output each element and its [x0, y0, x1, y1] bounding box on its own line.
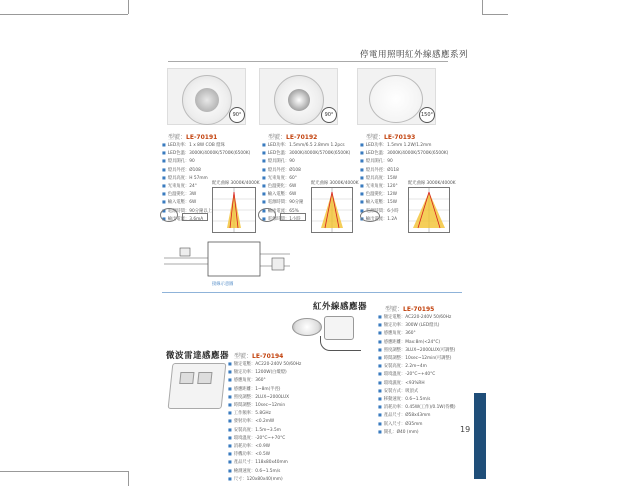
ir-spec-list: [378, 313, 456, 436]
spec-item: ■ 尺寸：120x80x40(mm): [228, 475, 301, 483]
sensor-terminal: [197, 372, 212, 384]
spec-item: ■ 安裝方式：吸頂式: [378, 387, 456, 395]
spec-item: ■ 電源時間：1小時: [262, 215, 350, 223]
spec-item: ■ 額定電壓：AC220-240V 50/60Hz: [228, 360, 301, 368]
spec-item: ■ 待機功率：<0.5W: [228, 450, 301, 458]
page-number: 19: [460, 425, 471, 434]
spec-item: ■ LED功率：1.5mm/6.5 2.8mm 1.2pcs: [262, 141, 350, 149]
microwave-spec-list: [228, 360, 301, 483]
spec-item: ■ 額定功率：1200W(白熾燈): [228, 368, 301, 376]
section-divider: [162, 292, 462, 293]
downlight-image: [182, 75, 232, 125]
spec-item: ■ LED功率：1 x 8W COB 燈珠: [162, 141, 250, 149]
spec-item: ■ LED色溫：3000K/4000K/5700K(6500K): [262, 149, 350, 157]
spec-item: ■ 光束角度：120°: [360, 182, 448, 190]
spec-item: ■ LED色溫：3000K/4000K/5700K(6500K): [360, 149, 448, 157]
model-code: LE-70193: [384, 134, 416, 141]
spec-item: ■ 電源時間：90分鐘以上: [162, 207, 250, 215]
light-distribution-chart-3: [408, 187, 450, 233]
spec-item: ■ LED功率：1.5mm 1.2W/1.2mm: [360, 141, 448, 149]
spec-item: ■ 發射功率：<0.2mW: [228, 417, 301, 425]
title-rule: [168, 61, 448, 62]
spec-item: ■ 環境濕度：<93%RH: [378, 379, 456, 387]
spec-item: ■ 燈具外徑：Ø118: [360, 166, 448, 174]
crop-mark: [128, 471, 129, 486]
chart-title-1: 配光曲線 3000K/4000K: [212, 181, 260, 186]
sensor-cable: [320, 336, 361, 351]
spec-item: ■ 感應角度：360°: [228, 376, 301, 384]
light-distribution-chart-2: [311, 187, 353, 233]
spec-item: ■ 時間調整：10sec~12min(可調整): [378, 354, 456, 362]
crop-mark: [482, 14, 508, 15]
spec-item: ■ 電源時間：90分鐘: [262, 198, 350, 206]
page-title: 停電用照明紅外線感應系列: [360, 50, 469, 60]
spec-item: ■ 工作頻率：5.8GHz: [228, 409, 301, 417]
ir-sensor-photo: [290, 312, 365, 354]
spec-item: ■ 消耗功率：<0.9W: [228, 442, 301, 450]
spec-item: ■ 消耗功率：0.45W(工作)/0.1W(待機): [378, 403, 456, 411]
spec-item: ■ 輸出電流：1.2A: [360, 215, 448, 223]
spec-item: ■ 光束角度：24°: [162, 182, 250, 190]
model-heading-3: 型號：LE-70193: [366, 134, 416, 141]
spec-item: ■ 產品尺寸：Ø58x43mm: [378, 411, 456, 419]
downlight-image: [274, 75, 324, 125]
model-code: LE-70192: [286, 134, 318, 141]
crop-mark: [0, 14, 128, 15]
spec-item: ■ 照度調整：2LUX~2000LUX: [228, 393, 301, 401]
microwave-model-heading: 型號：LE-70194: [234, 353, 284, 360]
model-code: LE-70194: [252, 353, 284, 360]
product-photo-3: [357, 68, 436, 125]
wiring-caption: 接線示意圖: [212, 282, 234, 287]
cutout-diagram: [360, 210, 380, 222]
spec-item: ■ 環境溫度：-20°C~+70°C: [228, 434, 301, 442]
angle-badge: 90°: [229, 107, 245, 123]
spec-item: ■ 檢測速度：0.6~1.5m/s: [228, 467, 301, 475]
chart-title-2: 配光曲線 3000K/4000K: [311, 181, 359, 186]
spec-item: ■ 燈具高度：15W: [360, 174, 448, 182]
light-distribution-chart-1: [212, 187, 256, 233]
panel-light-image: [369, 75, 423, 123]
spec-item: ■ 感應距離：Max:8m(<24°C): [378, 338, 456, 346]
model-code: LE-70191: [186, 134, 218, 141]
page-edge-tab: [474, 393, 486, 479]
spec-item: ■ 輸入電壓：6W: [162, 198, 250, 206]
spec-item: ■ 光束角度：60°: [262, 174, 350, 182]
spec-item: ■ 安裝高度：1.5m~3.5m: [228, 426, 301, 434]
spec-item: ■ 照度調整：3LUX~2000LUX(可調整): [378, 346, 456, 354]
spec-item: ■ 色溫變化：3W: [162, 190, 250, 198]
spec-item: ■ 燈具高度：H 57mm: [162, 174, 250, 182]
crop-mark: [128, 0, 129, 14]
spec-item: ■ 時間調整：10sec~12min: [228, 401, 301, 409]
microwave-sensor-photo: [168, 363, 227, 409]
spec-item: ■ 感應角度：360°: [378, 329, 456, 337]
spec-item: ■ 移動速度：0.6~1.5m/s: [378, 395, 456, 403]
model-heading-1: 型號：LE-70191: [168, 134, 218, 141]
spec-item: ■ 燈具外徑：Ø108: [162, 166, 250, 174]
sensor-terminal: [179, 372, 194, 384]
spec-item: ■ 電源時間：6小時: [360, 207, 448, 215]
spec-item: ■ 額定功率：300W (LED燈具): [378, 321, 456, 329]
spec-item: ■ 輸出電流：65%: [262, 207, 350, 215]
spec-item: ■ 燈具外徑：Ø108: [262, 166, 350, 174]
spec-item: ■ 輸出電流：3.6mA: [162, 215, 250, 223]
spec-item: ■ 額定電壓：AC220-240V 50/60Hz: [378, 313, 456, 321]
microwave-sensor-title: 微波雷達感應器: [166, 351, 230, 361]
spec-item: ■ 色溫變化：12W: [360, 190, 448, 198]
ir-model-heading: 型號：LE-70195: [385, 306, 435, 313]
angle-badge: 90°: [321, 107, 337, 123]
dimension-diagram: [182, 213, 208, 221]
spec-item: ■ LED色溫：3000K/4000K/5700K(6500K): [162, 149, 250, 157]
angle-badge: 150°: [419, 107, 435, 123]
dimension-diagram: [280, 213, 306, 221]
sensor-dome: [292, 318, 322, 336]
spec-item: ■ 燈具開孔：90: [162, 157, 250, 165]
spec-item: ■ 燈具開孔：90: [360, 157, 448, 165]
chart-title-3: 配光曲線 3000K/4000K: [408, 181, 456, 186]
spec-item: ■ 感應距離：1~8m(半徑): [228, 385, 301, 393]
cutout-diagram: [258, 208, 276, 222]
spec-item: ■ 開孔：Ø40 (mm): [378, 428, 456, 436]
spec-item: ■ 環境溫度：-20°C~+40°C: [378, 370, 456, 378]
crop-mark: [0, 471, 128, 472]
product-photo-1: [167, 68, 246, 125]
spec-item: ■ 輸入電壓：6W: [262, 190, 350, 198]
cutout-diagram: [160, 208, 178, 222]
spec-item: ■ 燈具開孔：90: [262, 157, 350, 165]
product-photo-2: [259, 68, 338, 125]
crop-mark: [482, 0, 483, 14]
model-code: LE-70195: [403, 306, 435, 313]
spec-item: ■ 輸入電壓：15W: [360, 198, 448, 206]
model-heading-2: 型號：LE-70192: [268, 134, 318, 141]
spec-item: ■ 產品尺寸：118x80x40mm: [228, 458, 301, 466]
ir-sensor-title: 紅外線感應器: [313, 302, 368, 312]
spec-item: ■ 安裝高度：2.2m~4m: [378, 362, 456, 370]
spec-item: ■ 色溫變化：6W: [262, 182, 350, 190]
spec-item: ■ 嵌入尺寸：Ø35mm: [378, 420, 456, 428]
